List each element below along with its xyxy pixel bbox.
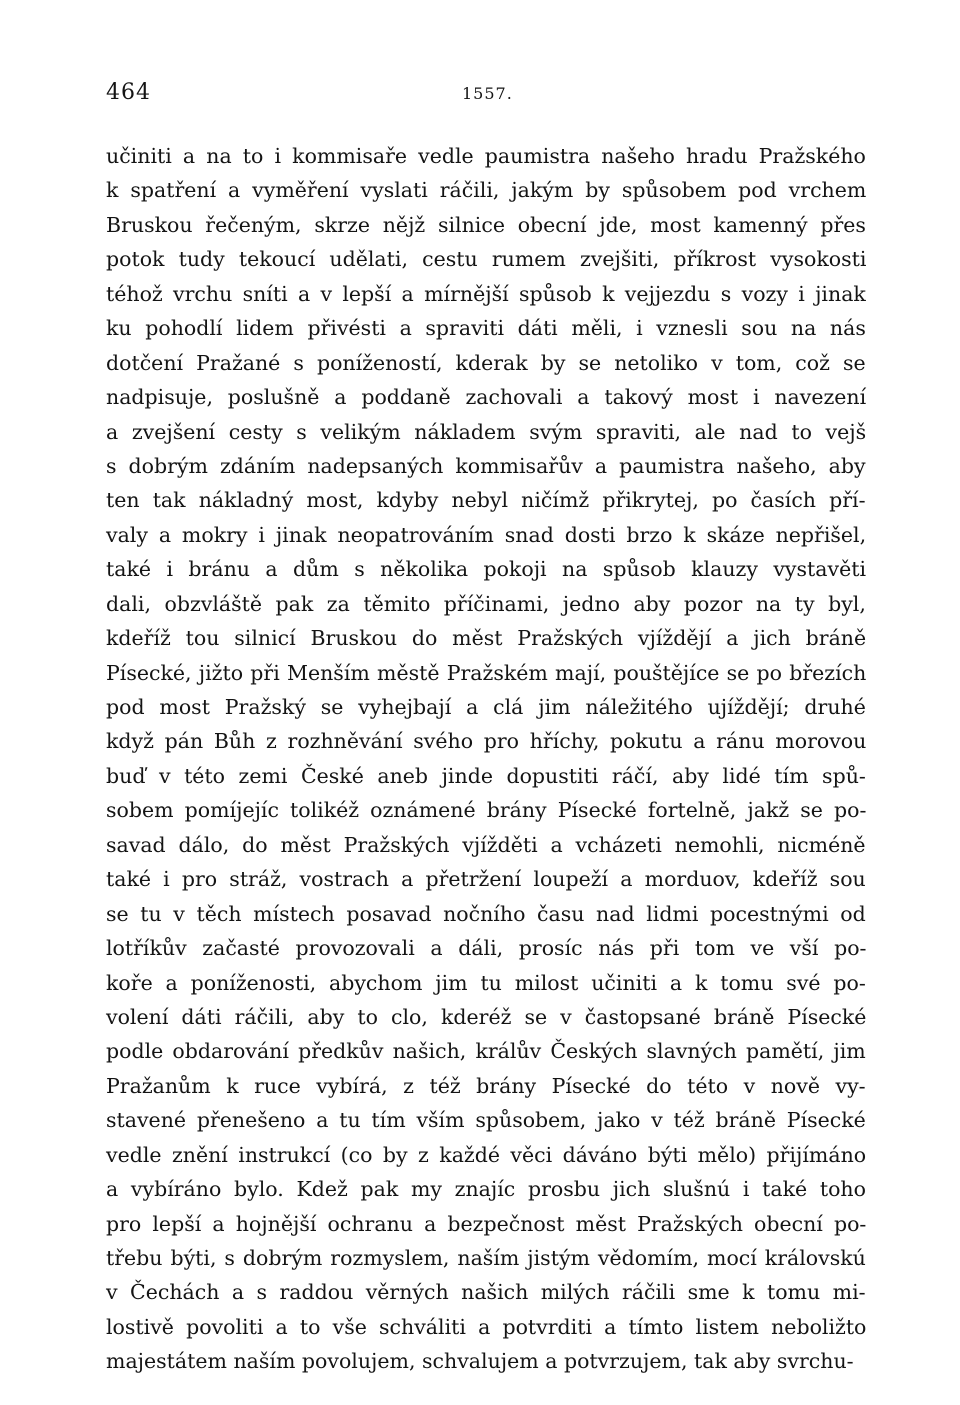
- text-line: lostivě povoliti a to vše schváliti a potvrditi a tímto listem neboližto: [106, 1314, 867, 1339]
- text-line: ten tak nákladný most, kdyby nebyl ničímž přikrytej, po časích pří-: [106, 488, 866, 513]
- text-line: téhož vrchu sníti a v lepší a mírnější spůsob k vejjezdu s vozy i jinak: [106, 281, 866, 306]
- text-line: buď v této zemi České aneb jinde dopustiti ráčí, aby lidé tím spů-: [106, 763, 866, 788]
- text-line: se tu v těch místech posavad nočního času nad lidmi pocestnými od: [106, 901, 866, 926]
- text-line: Bruskou řečeným, skrze nějž silnice obecní jde, most kamenný přes: [106, 212, 866, 237]
- text-line: když pán Bůh z rozhněvání svého pro hříchy, pokutu a ránu morovou: [106, 729, 867, 754]
- text-line: volení dáti ráčili, aby to clo, kderéž se v častopsané bráně Písecké: [106, 1004, 867, 1029]
- text-line: kdeříž tou silnicí Bruskou do měst Pražských vjíždějí a jich bráně: [106, 626, 867, 651]
- text-line: vedle znění instrukcí (co by z každé věci dáváno býti mělo) přijímáno: [106, 1142, 867, 1167]
- page-number: 464: [106, 80, 151, 105]
- text-line: Písecké, jižto při Menším městě Pražském mají, pouštějíce se po březích: [106, 660, 867, 685]
- text-line: s dobrým zdáním nadepsaných kommisařův a paumistra našeho, aby: [106, 453, 866, 478]
- text-line: ku pohodlí lidem přivésti a spraviti dáti měli, i vznesli sou na nás: [106, 316, 866, 341]
- text-line: valy a mokry i jinak neopatrováním snad dosti brzo k skáze nepřišel,: [106, 522, 867, 547]
- text-line: sobem pomíjejíc tolikéž oznámené brány Písecké fortelně, jakž se po-: [106, 798, 867, 823]
- text-line: a vybíráno bylo. Kdež pak my znajíc prosbu jich slušnú i také toho: [106, 1177, 866, 1202]
- text-line: učiniti a na to i kommisaře vedle paumistra našeho hradu Pražského: [106, 144, 866, 168]
- text-line: v Čechách a s raddou věrných našich milých ráčili sme k tomu mi-: [106, 1280, 866, 1305]
- text-line: podle obdarování předkův našich, králův Českých slavných pamětí, jim: [106, 1039, 866, 1064]
- text-line: třebu býti, s dobrým rozmyslem, naším jistým vědomím, mocí královskú: [106, 1246, 866, 1270]
- text-line: nadpisuje, poslušně a poddaně zachovali a takový most i navezení: [106, 385, 867, 410]
- text-line: také i bránu a dům s několika pokoji na spůsob klauzy vystavěti: [106, 557, 866, 582]
- text-line: Pražanům k ruce vybírá, z též brány Písecké do této v nově vy-: [106, 1073, 866, 1098]
- text-line: savad dálo, do měst Pražských vjížděti a vcházeti nemohli, nicméně: [106, 832, 866, 857]
- text-line: koře a poníženosti, abychom jim tu milost učiniti a k tomu své po-: [106, 970, 866, 995]
- text-line: také i pro stráž, vostrach a přetržení loupeží a morduov, kdeříž sou: [106, 867, 866, 892]
- text-line: majestátem naším povolujem, schvalujem a potvrzujem, tak aby svrchu-: [106, 1349, 854, 1374]
- text-line: potok tudy tekoucí udělati, cestu rumem zvejšiti, příkrost vysokosti: [106, 247, 867, 272]
- text-line: lotříkův začasté provozovali a dáli, prosíc nás při tom ve vší po-: [106, 936, 867, 961]
- text-line: dali, obzvláště pak za těmito příčinami, jedno aby pozor na ty byl,: [106, 591, 866, 616]
- text-line: stavené přenešeno a tu tím vším spůsobem, jako v též bráně Písecké: [106, 1108, 866, 1133]
- body-text: [106, 139, 866, 1379]
- text-line: pod most Pražský se vyhejbají a clá jim náležitého ujíždějí; druhé: [106, 695, 866, 719]
- text-line: pro lepší a hojnější ochranu a bezpečnost měst Pražských obecní po-: [106, 1211, 867, 1236]
- text-line: k spatření a vyměření vyslati ráčili, jakým by spůsobem pod vrchem: [106, 178, 867, 203]
- running-header-year: 1557.: [462, 84, 513, 103]
- text-line: a zvejšení cesty s velikým nákladem svým spraviti, ale nad to vejš: [106, 419, 867, 444]
- text-line: dotčení Pražané s ponížeností, kderak by se netoliko v tom, což se: [106, 350, 866, 375]
